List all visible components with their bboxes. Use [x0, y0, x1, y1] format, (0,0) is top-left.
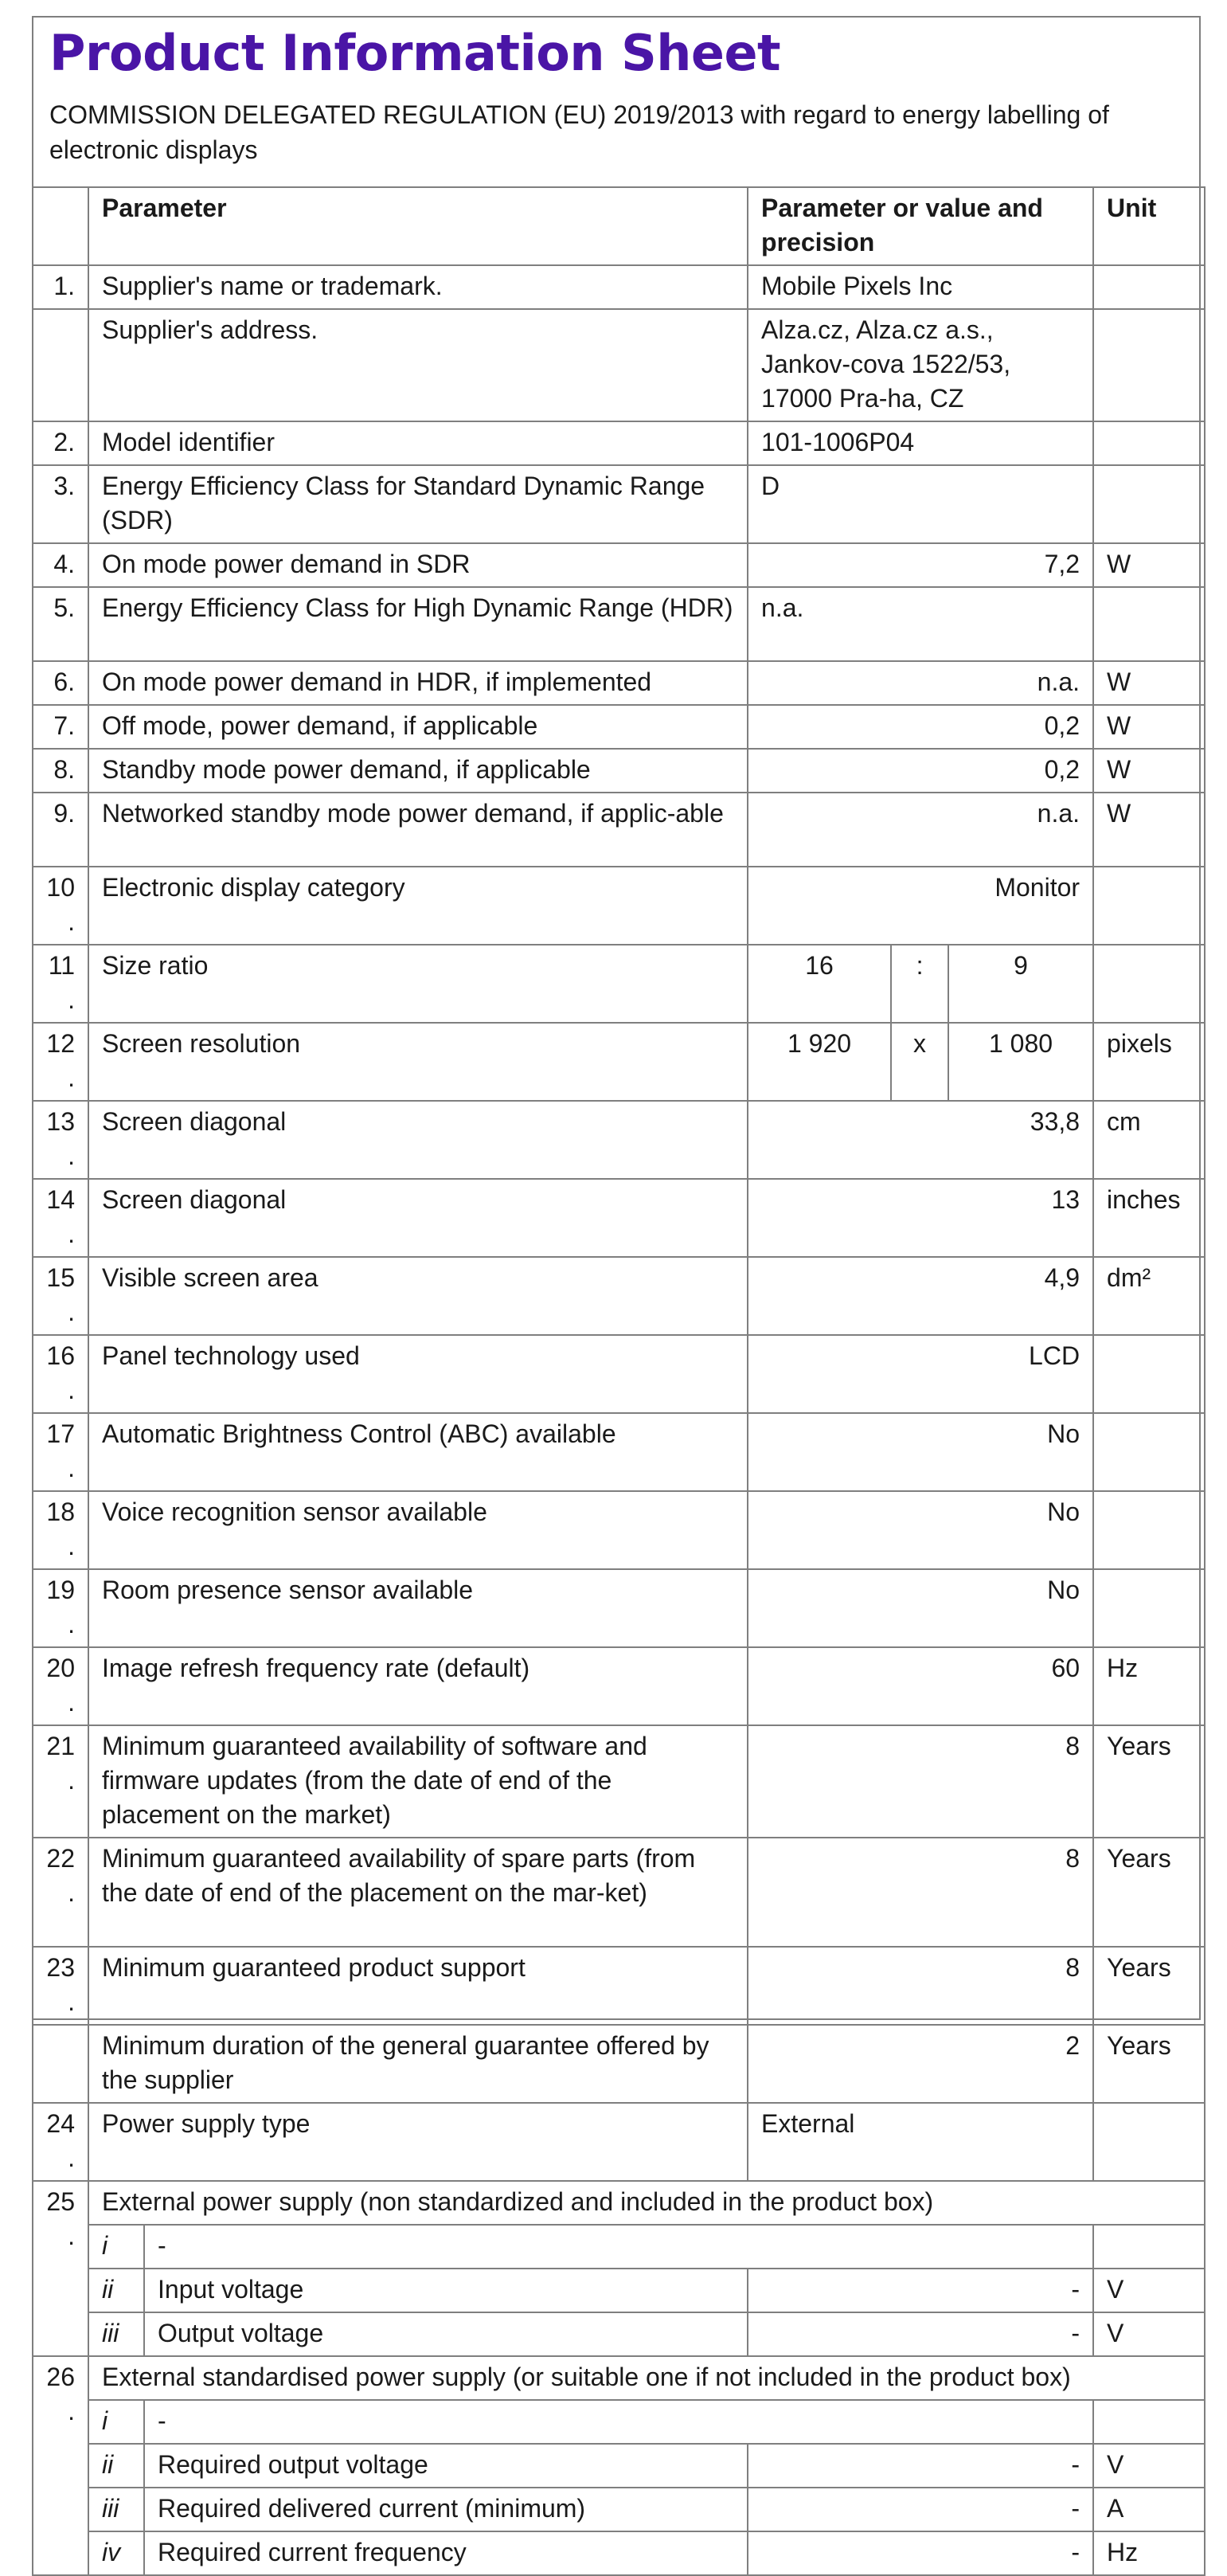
table-row	[33, 1335, 1205, 1413]
sub-row	[33, 2269, 1205, 2312]
row-unit: Hz	[1093, 2531, 1205, 2575]
sub-row	[33, 2531, 1205, 2575]
row-value: 2	[748, 2025, 1093, 2103]
row-unit	[1093, 2103, 1205, 2181]
row-label: On mode power demand in HDR, if implemented	[88, 661, 748, 705]
sub-row-numeral: ii	[88, 2269, 144, 2312]
table-row	[33, 1838, 1205, 1947]
row-number	[33, 309, 88, 421]
row-unit: V	[1093, 2312, 1205, 2356]
row-value: 101-1006P04	[748, 421, 1093, 465]
table-row	[33, 945, 1205, 1023]
row-label: Supplier's address.	[88, 309, 748, 421]
table-row	[33, 465, 1205, 543]
row-value: -	[748, 2312, 1093, 2356]
ratio-separator: :	[891, 945, 948, 1023]
row-number: 2.	[33, 421, 88, 465]
row-unit: cm	[1093, 1101, 1205, 1179]
row-number: 17.	[33, 1413, 88, 1491]
row-number: 11.	[33, 945, 88, 1023]
row-number: 3.	[33, 465, 88, 543]
header-unit: Unit	[1093, 187, 1205, 265]
row-value: 0,2	[748, 705, 1093, 749]
row-unit: W	[1093, 661, 1205, 705]
row-number: 26.	[33, 2356, 88, 2575]
table-header-row	[33, 187, 1205, 265]
row-value: n.a.	[748, 793, 1093, 867]
table-row	[33, 1101, 1205, 1179]
parameter-table	[32, 186, 1206, 2576]
table-row	[33, 587, 1205, 661]
row-unit: W	[1093, 543, 1205, 587]
section-row-standardised-power-supply	[33, 2356, 1205, 2400]
row-unit: Hz	[1093, 1647, 1205, 1725]
row-number: 20.	[33, 1647, 88, 1725]
table-row	[33, 661, 1205, 705]
row-unit: dm²	[1093, 1257, 1205, 1335]
section-row-external-power-supply	[33, 2181, 1205, 2225]
row-number: 10.	[33, 867, 88, 945]
row-unit	[1093, 309, 1205, 421]
row-value: 4,9	[748, 1257, 1093, 1335]
row-number: 6.	[33, 661, 88, 705]
row-label: Room presence sensor available	[88, 1569, 748, 1647]
row-label: Automatic Brightness Control (ABC) available	[88, 1413, 748, 1491]
table-row	[33, 265, 1205, 309]
sub-row-label: -	[144, 2400, 1093, 2444]
row-label: Image refresh frequency rate (default)	[88, 1647, 748, 1725]
row-unit	[1093, 1569, 1205, 1647]
row-label: Visible screen area	[88, 1257, 748, 1335]
sub-row-numeral: iii	[88, 2312, 144, 2356]
row-number: 13.	[33, 1101, 88, 1179]
row-label: Energy Efficiency Class for High Dynamic Range (HDR)	[88, 587, 748, 661]
row-number: 4.	[33, 543, 88, 587]
table-row	[33, 309, 1205, 421]
row-value: D	[748, 465, 1093, 543]
row-label: Minimum guaranteed availability of software and firmware updates (from the date of end of the placement on the market)	[88, 1725, 748, 1838]
row-value: -	[748, 2488, 1093, 2531]
row-unit: V	[1093, 2269, 1205, 2312]
row-value: 7,2	[748, 543, 1093, 587]
row-label: Networked standby mode power demand, if applic-able	[88, 793, 748, 867]
row-number: 25.	[33, 2181, 88, 2356]
table-row	[33, 1491, 1205, 1569]
section-label: External standardised power supply (or suitable one if not included in the product box)	[88, 2356, 1205, 2400]
row-unit: Years	[1093, 1838, 1205, 1947]
row-label: Model identifier	[88, 421, 748, 465]
row-value: 33,8	[748, 1101, 1093, 1179]
row-number: 19.	[33, 1569, 88, 1647]
row-label: Size ratio	[88, 945, 748, 1023]
row-unit	[1093, 1413, 1205, 1491]
sub-row	[33, 2444, 1205, 2488]
row-number: 9.	[33, 793, 88, 867]
supplier-address-value: Alza.cz, Alza.cz a.s., Jankov-cova 1522/53, 17000 Pra-ha, CZ	[761, 315, 1011, 413]
resolution-width-value: 1 920	[748, 1023, 891, 1101]
row-label: Energy Efficiency Class for Standard Dynamic Range (SDR)	[88, 465, 748, 543]
row-number: 18.	[33, 1491, 88, 1569]
row-number: 1.	[33, 265, 88, 309]
table-row	[33, 421, 1205, 465]
table-row	[33, 1179, 1205, 1257]
row-unit: Years	[1093, 2025, 1205, 2103]
sub-row-label: Input voltage	[144, 2269, 748, 2312]
row-unit: W	[1093, 793, 1205, 867]
section-label: External power supply (non standardized and included in the product box)	[88, 2181, 1205, 2225]
row-label: Voice recognition sensor available	[88, 1491, 748, 1569]
regulation-subtitle: COMMISSION DELEGATED REGULATION (EU) 2019/2013 with regard to energy labelling of electronic displays	[49, 100, 1109, 164]
table-row	[33, 1947, 1205, 2025]
row-unit: Years	[1093, 1725, 1205, 1838]
sub-row-numeral: ii	[88, 2444, 144, 2488]
row-label: Supplier's name or trademark.	[88, 265, 748, 309]
row-value: No	[748, 1569, 1093, 1647]
table-row	[33, 1257, 1205, 1335]
header-parameter: Parameter	[88, 187, 748, 265]
row-value: 13	[748, 1179, 1093, 1257]
sub-row-label: Required current frequency	[144, 2531, 748, 2575]
row-value: -	[748, 2444, 1093, 2488]
row-value: 8	[748, 1725, 1093, 1838]
sub-row-numeral: i	[88, 2400, 144, 2444]
row-number: 12.	[33, 1023, 88, 1101]
row-unit: inches	[1093, 1179, 1205, 1257]
sub-row-numeral: iii	[88, 2488, 144, 2531]
row-unit	[1093, 421, 1205, 465]
sub-row	[33, 2488, 1205, 2531]
table-row	[33, 1647, 1205, 1725]
row-unit	[1093, 265, 1205, 309]
row-unit: V	[1093, 2444, 1205, 2488]
row-unit: Years	[1093, 1947, 1205, 2025]
resolution-separator: x	[891, 1023, 948, 1101]
table-row	[33, 2025, 1205, 2103]
row-value: Monitor	[748, 867, 1093, 945]
row-value: 60	[748, 1647, 1093, 1725]
row-label: Screen diagonal	[88, 1101, 748, 1179]
table-row	[33, 705, 1205, 749]
row-value: External	[748, 2103, 1093, 2181]
row-number: 24.	[33, 2103, 88, 2181]
product-information-sheet	[32, 16, 1201, 2566]
row-label: Minimum guaranteed availability of spare parts (from the date of end of the placement on the mar-ket)	[88, 1838, 748, 1947]
row-label: Standby mode power demand, if applicable	[88, 749, 748, 793]
table-row	[33, 1413, 1205, 1491]
table-row	[33, 543, 1205, 587]
table-row	[33, 1023, 1205, 1101]
row-number: 15.	[33, 1257, 88, 1335]
row-label: Electronic display category	[88, 867, 748, 945]
row-unit: pixels	[1093, 1023, 1205, 1101]
row-unit	[1093, 945, 1205, 1023]
row-unit	[1093, 867, 1205, 945]
sub-row-label: Required delivered current (minimum)	[144, 2488, 748, 2531]
row-value: n.a.	[748, 587, 1093, 661]
row-unit	[1093, 2400, 1205, 2444]
row-number: 16.	[33, 1335, 88, 1413]
row-number: 5.	[33, 587, 88, 661]
row-value: Mobile Pixels Inc	[748, 265, 1093, 309]
row-label: Off mode, power demand, if applicable	[88, 705, 748, 749]
row-value: n.a.	[748, 661, 1093, 705]
table-row	[33, 867, 1205, 945]
row-value: 0,2	[748, 749, 1093, 793]
row-number	[33, 2025, 88, 2103]
row-unit: W	[1093, 749, 1205, 793]
sub-row-numeral: iv	[88, 2531, 144, 2575]
table-row	[33, 1569, 1205, 1647]
row-label: Panel technology used	[88, 1335, 748, 1413]
sub-row-label: Required output voltage	[144, 2444, 748, 2488]
row-number: 14.	[33, 1179, 88, 1257]
row-unit	[1093, 587, 1205, 661]
table-row	[33, 793, 1205, 867]
row-number: 22.	[33, 1838, 88, 1947]
ratio-width-value: 16	[748, 945, 891, 1023]
row-label: Screen diagonal	[88, 1179, 748, 1257]
row-value: No	[748, 1413, 1093, 1491]
page-title: Product Information Sheet	[49, 24, 781, 82]
row-unit: W	[1093, 705, 1205, 749]
row-value: -	[748, 2269, 1093, 2312]
row-unit	[1093, 1335, 1205, 1413]
row-label: Minimum duration of the general guarantee offered by the supplier	[88, 2025, 748, 2103]
row-value: 8	[748, 1838, 1093, 1947]
row-label: Screen resolution	[88, 1023, 748, 1101]
sub-row-label: Output voltage	[144, 2312, 748, 2356]
table-row	[33, 1725, 1205, 1838]
row-number: 21.	[33, 1725, 88, 1838]
row-unit	[1093, 2225, 1205, 2269]
sub-row	[33, 2225, 1205, 2269]
sub-row	[33, 2312, 1205, 2356]
header-value: Parameter or value and precision	[748, 187, 1093, 265]
row-value: LCD	[748, 1335, 1093, 1413]
sub-row-label: -	[144, 2225, 1093, 2269]
row-value: 8	[748, 1947, 1093, 2025]
row-value	[748, 309, 1093, 421]
table-row	[33, 2103, 1205, 2181]
row-unit	[1093, 465, 1205, 543]
sub-row-numeral: i	[88, 2225, 144, 2269]
row-label: Minimum guaranteed product support	[88, 1947, 748, 2025]
sub-row	[33, 2400, 1205, 2444]
row-number: 7.	[33, 705, 88, 749]
row-unit: A	[1093, 2488, 1205, 2531]
resolution-height-value: 1 080	[948, 1023, 1093, 1101]
table-row	[33, 749, 1205, 793]
row-number: 23.	[33, 1947, 88, 2025]
row-label: On mode power demand in SDR	[88, 543, 748, 587]
header-number-cell	[33, 187, 88, 265]
ratio-height-value: 9	[948, 945, 1093, 1023]
row-label: Power supply type	[88, 2103, 748, 2181]
row-number: 8.	[33, 749, 88, 793]
row-value: -	[748, 2531, 1093, 2575]
row-value: No	[748, 1491, 1093, 1569]
row-unit	[1093, 1491, 1205, 1569]
